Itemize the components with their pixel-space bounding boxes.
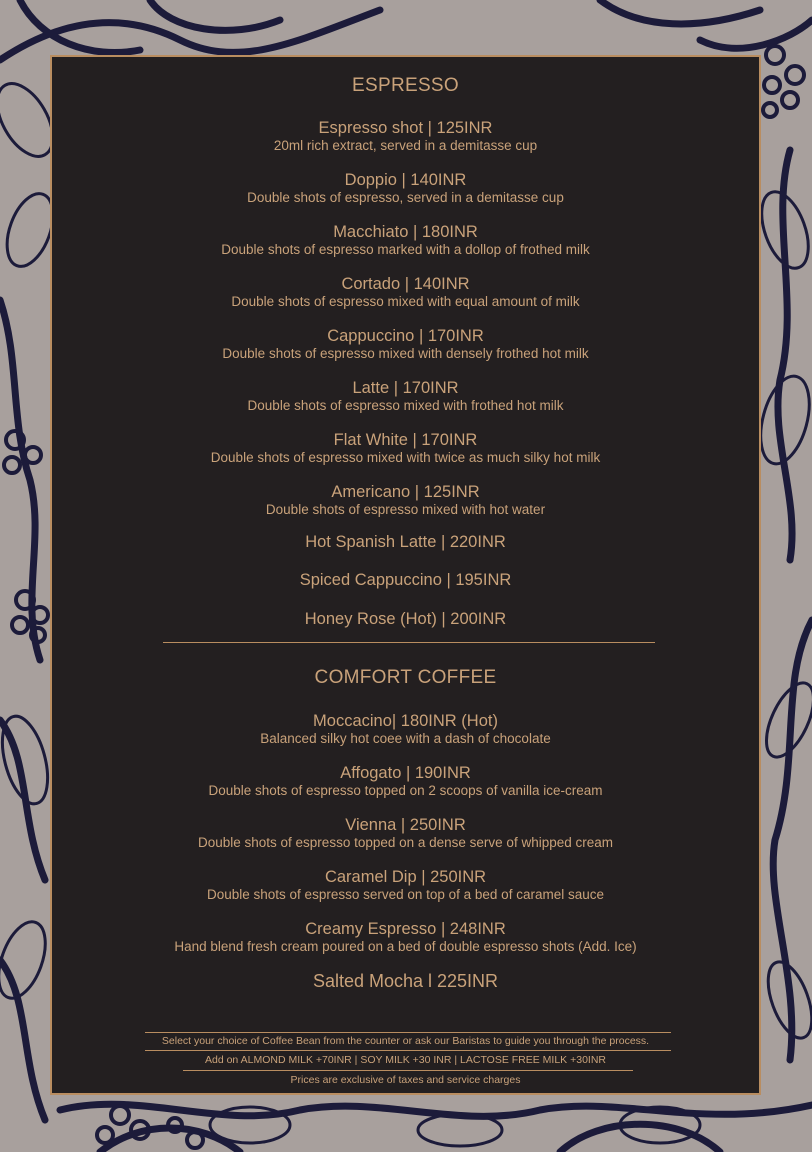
item-name: Hot Spanish Latte | 220INR (305, 533, 506, 551)
item-name: Latte | 170INR (352, 379, 459, 397)
menu-item (52, 275, 759, 310)
footer-divider-middle (145, 1050, 671, 1051)
menu-item (52, 533, 759, 552)
menu-item (52, 970, 759, 992)
coffee-bean-note: Select your choice of Coffee Bean from the counter or ask our Baristas to guide you through the process. (161, 1035, 650, 1047)
item-name: Americano | 125INR (331, 483, 480, 501)
menu-item (52, 920, 759, 955)
item-name: Creamy Espresso | 248INR (305, 920, 506, 938)
item-description: Balanced silky hot coee with a dash of chocolate (260, 731, 551, 746)
item-name: Cappuccino | 170INR (327, 327, 484, 345)
item-description: Double shots of espresso mixed with densely frothed hot milk (222, 346, 589, 361)
menu-item (52, 868, 759, 903)
comfort-coffee-section-title: COMFORT COFFEE (314, 667, 497, 688)
menu-item (52, 327, 759, 362)
item-description: Double shots of espresso topped on 2 scoops of vanilla ice-cream (208, 783, 603, 798)
item-name: Caramel Dip | 250INR (324, 868, 487, 886)
menu-item (52, 712, 759, 747)
tax-note: Prices are exclusive of taxes and service charges (290, 1074, 521, 1086)
menu-item (52, 816, 759, 851)
menu-item (52, 610, 759, 629)
menu-item (52, 571, 759, 590)
item-name: Espresso shot | 125INR (318, 119, 493, 137)
item-description: Double shots of espresso marked with a dollop of frothed milk (221, 242, 590, 257)
menu-item (52, 764, 759, 799)
menu-item (52, 379, 759, 414)
menu-item (52, 483, 759, 518)
item-name: Salted Mocha l 225INR (312, 971, 499, 991)
item-name: Moccacino| 180INR (Hot) (313, 712, 498, 730)
menu-item (52, 223, 759, 258)
item-name: Flat White | 170INR (333, 431, 478, 449)
menu-item (52, 119, 759, 154)
item-description: Double shots of espresso topped on a dense serve of whipped cream (197, 835, 613, 850)
menu-item (52, 171, 759, 206)
item-description: Double shots of espresso mixed with equal amount of milk (231, 294, 580, 309)
item-name: Doppio | 140INR (344, 171, 467, 189)
item-name: Affogato | 190INR (340, 764, 471, 782)
item-name: Spiced Cappuccino | 195INR (299, 571, 512, 589)
item-name: Vienna | 250INR (345, 816, 466, 834)
item-description: Double shots of espresso mixed with hot water (265, 502, 546, 517)
milk-addons-note: Add on ALMOND MILK +70INR | SOY MILK +30 INR | LACTOSE FREE MILK +30INR (204, 1054, 606, 1066)
item-description: 20ml rich extract, served in a demitasse cup (273, 138, 538, 153)
item-name: Macchiato | 180INR (333, 223, 478, 241)
item-description: Double shots of espresso mixed with frothed hot milk (247, 398, 564, 413)
menu-item (52, 431, 759, 466)
footer-divider-top (145, 1032, 671, 1033)
item-name: Cortado | 140INR (341, 275, 470, 293)
item-name: Honey Rose (Hot) | 200INR (304, 610, 507, 628)
item-description: Double shots of espresso mixed with twice as much silky hot milk (210, 450, 601, 465)
item-description: Double shots of espresso, served in a demitasse cup (247, 190, 564, 205)
item-description: Hand blend fresh cream poured on a bed of double espresso shots (Add. Ice) (174, 939, 637, 954)
section-divider (163, 642, 655, 643)
espresso-section-title: ESPRESSO (352, 75, 459, 96)
item-description: Double shots of espresso served on top of a bed of caramel sauce (207, 887, 604, 902)
footer-divider-bottom (183, 1070, 633, 1071)
menu-panel (50, 55, 761, 1095)
